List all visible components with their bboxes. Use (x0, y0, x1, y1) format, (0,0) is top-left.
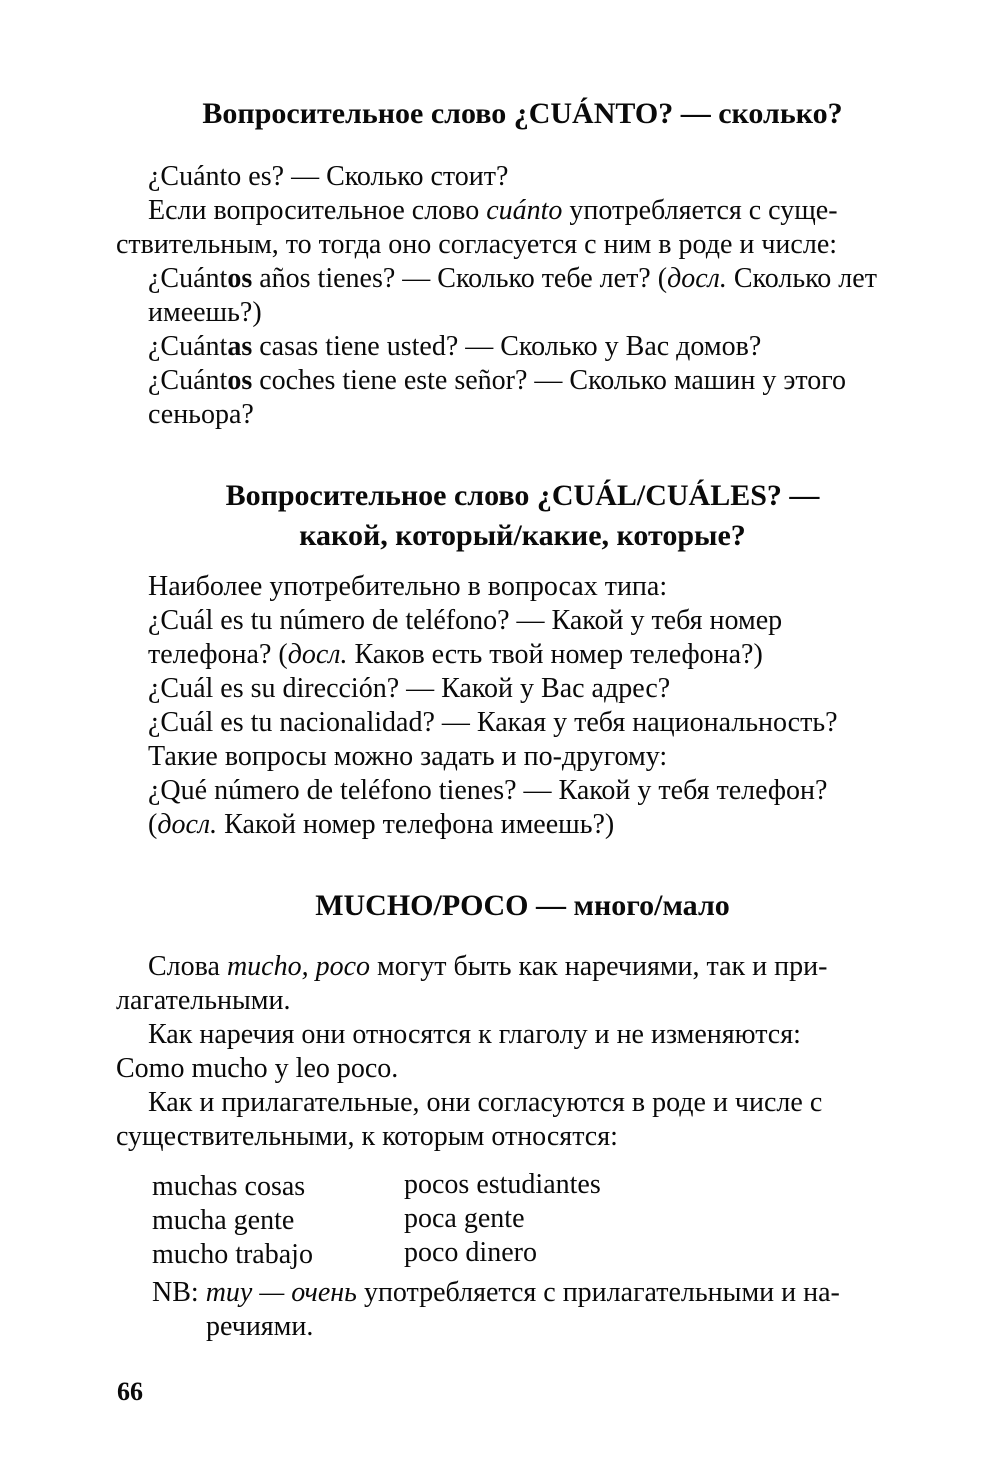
paragraph-line: Как наречия они относятся к глаголу и не изменяются: (148, 1019, 801, 1050)
paragraph-line: Как и прилагательные, они согласуются в роде и числе с (148, 1087, 823, 1118)
example-line: имеешь?) (148, 297, 262, 328)
paragraph-line: Такие вопросы можно задать и по-другому: (148, 741, 668, 772)
paragraph-line: ¿Cuánto es? — Сколько стоит? (148, 161, 509, 192)
example-line: ¿Qué número de teléfono tienes? — Какой у тебя телефон? (148, 775, 828, 806)
nb-note-continued: речиями. (206, 1311, 314, 1342)
example-line: телефона? (досл. Каков есть твой номер телефона?) (148, 639, 763, 670)
example-line: Como mucho y leo poco. (116, 1053, 399, 1084)
paragraph-line: ствительным, то тогда оно согласуется с ним в роде и числе: (116, 229, 838, 260)
example-line: (досл. Какой номер телефона имеешь?) (148, 809, 615, 840)
paragraph-line: лагательными. (116, 985, 291, 1016)
section-heading-cuanto: Вопросительное слово ¿CUÁNTO? — сколько? (202, 97, 843, 130)
example-line: ¿Cuántos coches tiene este señor? — Сколько машин у этого (148, 365, 846, 396)
paragraph-line: существительными, к которым относятся: (116, 1121, 618, 1152)
list-item: poco dinero (404, 1237, 537, 1268)
word-list-left (152, 1170, 313, 1272)
nb-note: NB: muy — очень употребляется с прилагательными и на- (152, 1277, 840, 1308)
example-line: ¿Cuál es tu número de teléfono? — Какой у тебя номер (148, 605, 783, 636)
example-line: ¿Cuántas casas tiene usted? — Сколько у Вас домов? (148, 331, 762, 362)
paragraph-line: Слова mucho, poco могут быть как наречиями, так и при- (148, 951, 828, 982)
list-item: poca gente (404, 1203, 525, 1234)
example-line: ¿Cuántos años tienes? — Сколько тебе лет? (досл. Сколько лет (148, 263, 877, 294)
section-heading-cual-sub: какой, который/какие, которые? (299, 519, 746, 552)
word-list-right (404, 1168, 601, 1270)
example-line: ¿Cuál es su dirección? — Какой у Вас адрес? (148, 673, 671, 704)
section-heading-cual: Вопросительное слово ¿CUÁL/CUÁLES? — (225, 479, 820, 512)
list-item: mucha gente (152, 1205, 295, 1236)
section-heading-mucho-poco: MUCHO/POCO — много/мало (315, 889, 730, 922)
page-number: 66 (117, 1377, 143, 1406)
example-line: ¿Cuál es tu nacionalidad? — Какая у тебя национальность? (148, 707, 838, 738)
paragraph-line: Если вопросительное слово cuánto употребляется с суще- (148, 195, 838, 226)
paragraph-line: Наиболее употребительно в вопросах типа: (148, 571, 668, 602)
example-line: сеньора? (148, 399, 254, 430)
list-item: muchas cosas (152, 1171, 306, 1202)
list-item: mucho trabajo (152, 1239, 313, 1270)
list-item: pocos estudiantes (404, 1169, 601, 1200)
